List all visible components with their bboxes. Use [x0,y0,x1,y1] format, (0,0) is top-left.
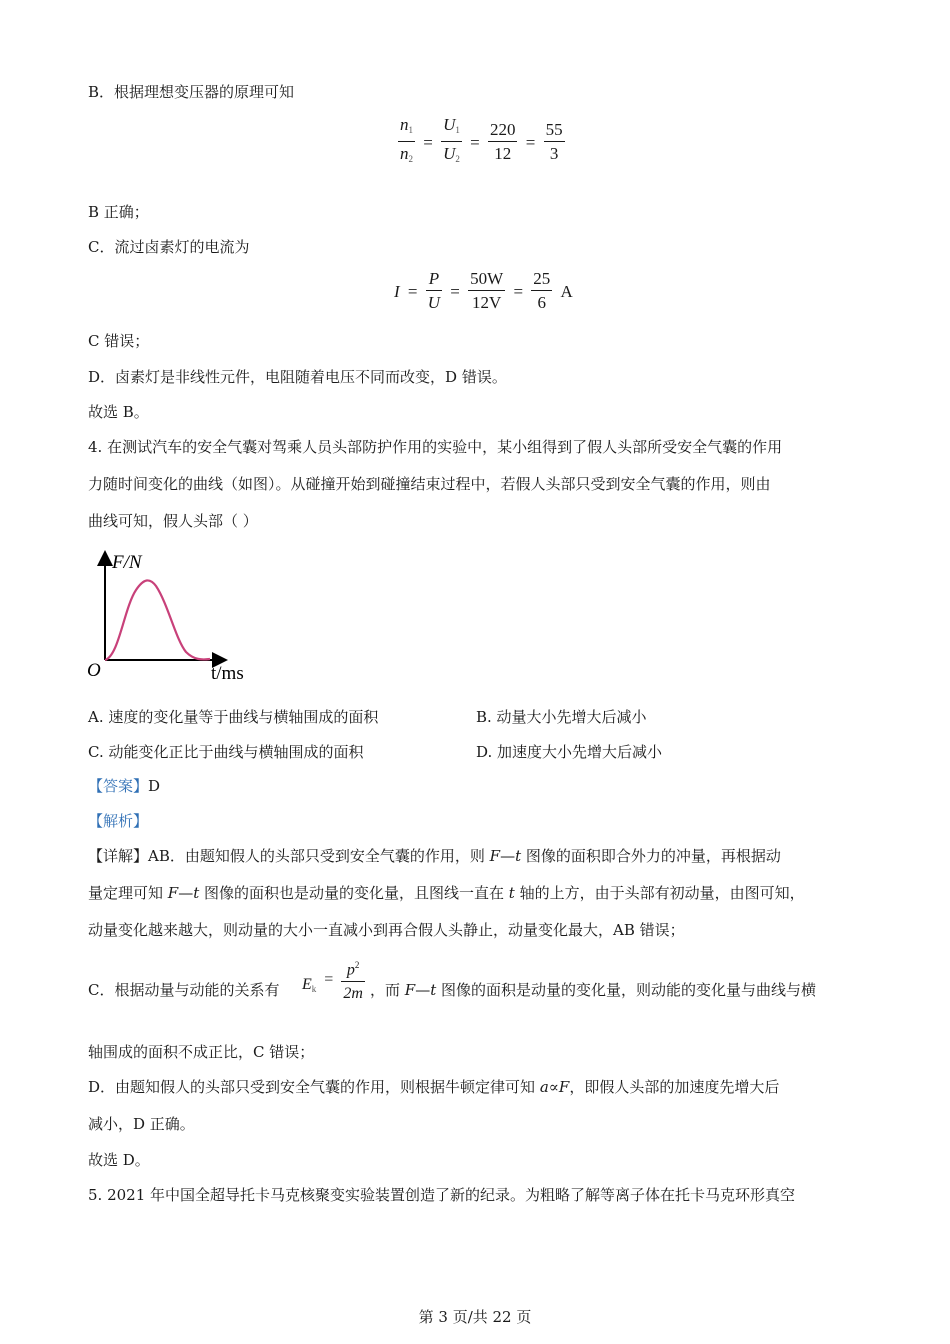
b-correct: B 正确； [88,203,149,221]
explain-line6: D．由题知假人的头部只受到安全气囊的作用，则根据牛顿定律可知 a∝F，即假人头部的加速度先增大后 [88,1078,780,1096]
analysis-label: 【解析】 [88,812,149,830]
x-axis-label: t/ms [211,663,244,684]
q4-line2: 力随时间变化的曲线（如图）。从碰撞开始到碰撞结束过程中，若假人头部只受到安全气囊的作用，则由 [88,475,771,493]
explain-line4: C．根据动量与动能的关系有 [88,981,280,999]
force-curve [105,580,210,660]
option-c: C. 动能变化正比于曲线与横轴围成的面积 [88,743,364,761]
equation-current: I = $\frac{P}{U}$ = $\frac{50W}{12V}$ = $\frac{25}{6}$ A [392,268,575,315]
option-a: A. 速度的变化量等于曲线与横轴围成的面积 [88,708,379,726]
answer-value: D [148,777,161,795]
choose-b: 故选 B。 [88,403,149,421]
equation-turns-ratio: $\frac{n_1}{n_2}$ = $\frac{U_1}{U_2}$ = $\frac{220}{12}$ = $\frac{55}{3}$ [396,114,567,171]
y-axis-label: F/N [112,552,142,573]
d-text: D．卤素灯是非线性元件，电阻随着电压不同而改变，D 错误。 [88,368,507,386]
answer-label: 【答案】 [88,777,149,795]
option-b: B. 动量大小先增大后减小 [476,708,647,726]
q4-line3: 曲线可知，假人头部（ ） [88,512,258,530]
b-heading: B．根据理想变压器的原理可知 [88,83,295,101]
explain-line5: 轴围成的面积不成正比，C 错误； [88,1043,315,1061]
explain-line4-tail: ，而 F—t 图像的面积是动量的变化量，则动能的变化量与曲线与横 [370,981,817,999]
explain-line2: 量定理可知 F—t 图像的面积也是动量的变化量，且图线一直在 t 轴的上方，由于头部有初动量，由图可知， [88,884,805,902]
option-d: D. 加速度大小先增大后减小 [476,743,663,761]
equation-kinetic-energy: $E_k$ = $\frac{p^2}{2m}$ [300,954,367,1006]
fraction-p-u: $\frac{P}{U}$ [427,269,441,312]
fraction-n1-n2: $\frac{n_1}{n_2}$ [400,115,413,164]
answer-line [88,776,160,796]
c-wrong: C 错误； [88,332,150,350]
origin-label: O [87,660,101,681]
page-footer: 第 3 页/共 22 页 [418,1308,532,1326]
fraction-220-12: $\frac{220}{12}$ [489,120,516,163]
explain-line3: 动量变化越来越大，则动量的大小一直减小到再合假人头静止，动量变化最大，AB 错误； [88,921,685,939]
force-time-graph [84,548,264,684]
q5-line1: 5. 2021 年中国全超导托卡马克核聚变实验装置创造了新的纪录。为粗略了解等离子体在托卡马克环形真空 [88,1186,796,1204]
q4-line1: 4. 在测试汽车的安全气囊对驾乘人员头部防护作用的实验中，某小组得到了假人头部所受安全气囊的作用 [88,438,783,456]
explain-line8: 故选 D。 [88,1151,150,1169]
fraction-u1-u2: $\frac{U_1}{U_2}$ [443,115,460,164]
explain-line7: 减小，D 正确。 [88,1115,195,1133]
fraction-p2-2m: $\frac{p^2}{2m}$ [341,954,365,1006]
c-heading: C．流过卤素灯的电流为 [88,238,250,256]
explain-line1: 【详解】AB．由题知假人的头部只受到安全气囊的作用，则 F—t 图像的面积即合外力的冲量，再根据动 [88,847,781,865]
fraction-55-3: $\frac{55}{3}$ [545,120,563,163]
fraction-25-6: $\frac{25}{6}$ [533,269,551,312]
fraction-50w-12v: $\frac{50W}{12V}$ [470,269,504,312]
